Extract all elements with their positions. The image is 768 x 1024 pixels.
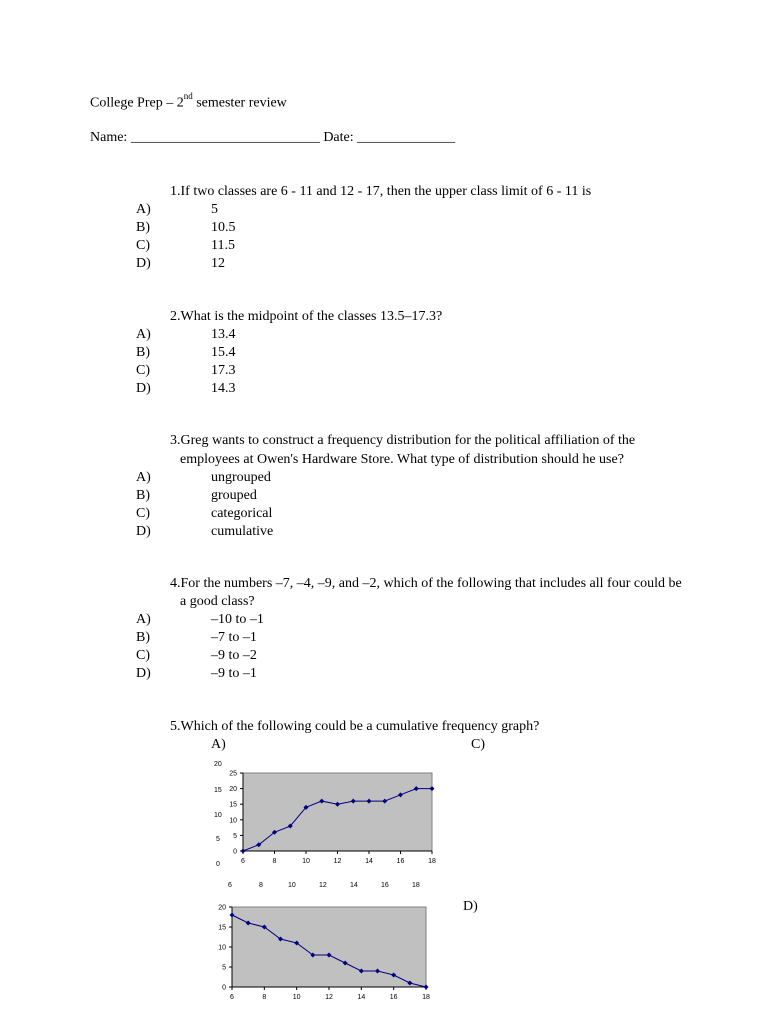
option-value: categorical (211, 506, 273, 521)
option-letter: C) (136, 506, 150, 521)
stray-ytick: 0 (216, 861, 220, 868)
option-letter: A) (136, 202, 151, 217)
y-tick-label: 10 (229, 817, 237, 825)
option-value: –7 to –1 (211, 630, 257, 645)
x-tick-label: 12 (325, 994, 333, 1001)
stray-ytick: 10 (214, 812, 222, 819)
option-letter: A) (136, 470, 151, 485)
option-letter: D) (136, 524, 151, 539)
option-value: 13.4 (211, 327, 236, 342)
option-letter: B) (136, 345, 150, 360)
x-tick-label: 8 (272, 858, 277, 865)
stray-xtick: 16 (381, 882, 389, 889)
y-tick-label: 5 (222, 964, 226, 972)
stray-xtick: 6 (228, 882, 232, 889)
y-tick-label: 0 (233, 848, 237, 856)
option-letter: C) (136, 238, 150, 253)
y-tick-label: 5 (233, 832, 237, 840)
graph-c-label: C) (471, 737, 485, 752)
question-3-text-cont: employees at Owen's Hardware Store. What type of distribution should he use? (180, 452, 624, 467)
x-tick-label: 18 (428, 858, 436, 865)
stray-ytick: 20 (214, 761, 222, 768)
x-tick-label: 16 (396, 858, 405, 865)
x-tick-label: 12 (333, 858, 342, 865)
x-tick-label: 6 (230, 994, 234, 1001)
y-tick-label: 15 (218, 924, 226, 932)
title-text: College Prep – 2 (90, 95, 184, 111)
title-superscript: nd (183, 91, 193, 101)
question-5-text: 5.Which of the following could be a cumulative frequency graph? (170, 719, 540, 734)
option-value: 17.3 (211, 363, 236, 378)
option-letter: D) (136, 256, 151, 271)
option-value: 15.4 (211, 345, 236, 360)
plot-area (232, 907, 426, 987)
chart-b (210, 902, 440, 1012)
x-tick-label: 16 (389, 994, 398, 1001)
x-tick-label: 8 (262, 994, 267, 1001)
stray-ytick: 5 (216, 836, 220, 843)
x-tick-label: 14 (365, 858, 373, 865)
y-tick-label: 20 (218, 904, 226, 912)
name-date-row: Name: ___________________________ Date: ______________ (90, 130, 456, 145)
option-letter: C) (136, 648, 150, 663)
option-value: 10.5 (211, 220, 236, 235)
stray-xtick: 10 (288, 882, 296, 889)
option-value: 11.5 (211, 238, 235, 253)
x-tick-label: 10 (292, 994, 301, 1001)
stray-xtick: 12 (319, 882, 327, 889)
option-letter: B) (136, 488, 150, 503)
question-4-text: 4.For the numbers –7, –4, –9, and –2, which of the following that includes all four could be (170, 576, 682, 591)
option-letter: D) (136, 666, 151, 681)
stray-xtick: 18 (412, 882, 420, 889)
stray-xtick: 8 (259, 882, 263, 889)
option-value: 5 (211, 202, 218, 217)
question-2-text: 2.What is the midpoint of the classes 13.5–17.3? (170, 309, 443, 324)
x-tick-label: 18 (422, 994, 430, 1001)
graph-d-label: D) (463, 899, 478, 914)
option-letter: D) (136, 381, 151, 396)
option-letter: A) (136, 612, 151, 627)
question-1-text: 1.If two classes are 6 - 11 and 12 - 17, then the upper class limit of 6 - 11 is (170, 184, 592, 199)
option-value: –9 to –1 (211, 666, 257, 681)
y-tick-label: 10 (218, 944, 226, 952)
stray-xtick: 14 (350, 882, 358, 889)
option-letter: B) (136, 220, 150, 235)
graph-a-label: A) (211, 737, 226, 752)
option-value: –10 to –1 (211, 612, 264, 627)
plot-area (243, 773, 432, 851)
x-tick-label: 6 (241, 858, 245, 865)
y-tick-label: 0 (222, 984, 226, 992)
title-text-rest: semester review (192, 95, 287, 111)
stray-ytick: 15 (214, 787, 222, 794)
option-value: 12 (211, 256, 225, 271)
chart-a (220, 766, 440, 876)
option-letter: A) (136, 327, 151, 342)
x-tick-label: 10 (302, 858, 310, 865)
option-value: –9 to –2 (211, 648, 257, 663)
option-letter: B) (136, 630, 150, 645)
page-title (90, 93, 287, 112)
option-value: ungrouped (211, 470, 271, 485)
y-tick-label: 15 (229, 801, 237, 809)
option-value: cumulative (211, 524, 274, 539)
question-3-text: 3.Greg wants to construct a frequency distribution for the political affiliation of the (170, 433, 636, 448)
x-tick-label: 14 (357, 994, 366, 1001)
option-letter: C) (136, 363, 150, 378)
question-4-text-cont: a good class? (180, 594, 255, 609)
option-value: 14.3 (211, 381, 236, 396)
y-tick-label: 25 (229, 770, 237, 778)
option-value: grouped (211, 488, 257, 503)
y-tick-label: 20 (229, 786, 237, 794)
